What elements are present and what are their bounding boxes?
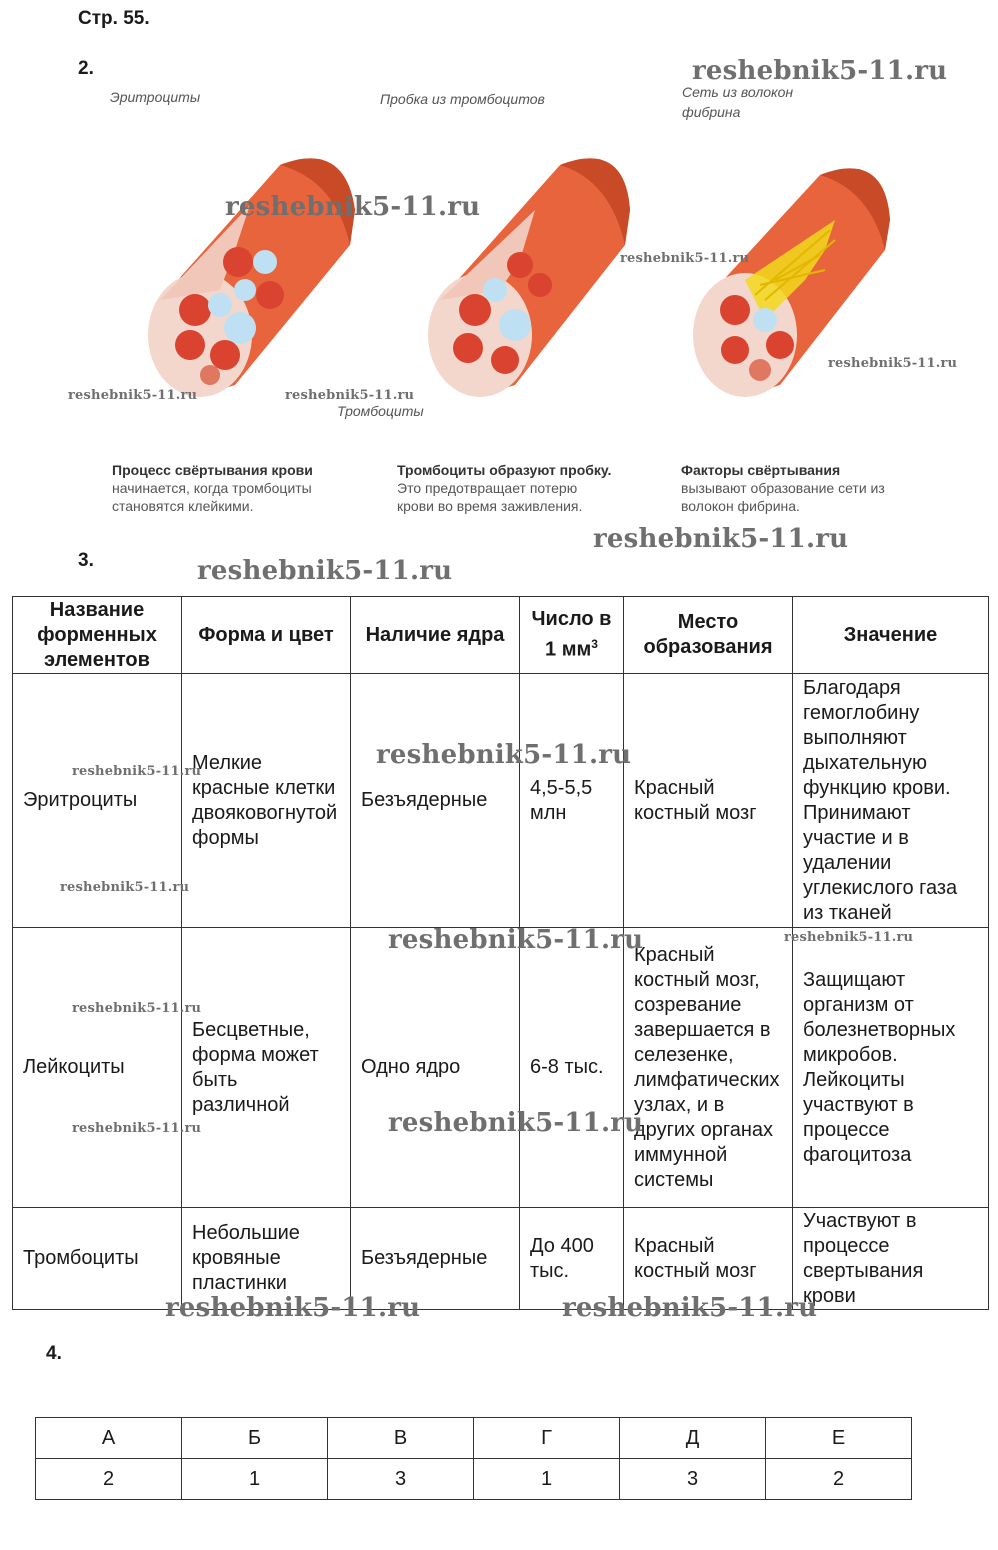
header-role: Значение [793,597,989,674]
header-count-sup: 3 [591,637,598,652]
watermark: reshebnik5-11.ru [593,524,849,554]
answer-letter: Д [620,1418,766,1459]
watermark: reshebnik5-11.ru [72,764,202,779]
cell-count: До 400 тыс. [520,1208,624,1310]
watermark: reshebnik5-11.ru [388,1108,644,1138]
vessel-illustration-3 [685,160,900,410]
table-row [13,928,989,1208]
cell-name: Эритроциты [13,674,182,928]
watermark: reshebnik5-11.ru [197,556,453,586]
cell-role: Защищают организм от болезнетворных микробов. Лейкоциты участвуют в процессе фагоцитоза [793,928,989,1208]
cell-shape: Небольшие кровяные пластинки [182,1208,351,1310]
answer-value: 2 [766,1459,912,1500]
cell-name: Лейкоциты [13,928,182,1208]
cell-origin: Красный костный мозг [624,1208,793,1310]
watermark: reshebnik5-11.ru [620,251,750,266]
header-count [520,597,624,674]
answer-letter: В [328,1418,474,1459]
caption-1-title: Процесс свёртывания крови [112,462,313,478]
cell-role: Благодаря гемоглобину выполняют дыхательную функцию крови. Принимают участие и в удалении углекислого газа из тканей [793,674,989,928]
watermark: reshebnik5-11.ru [692,56,948,86]
answer-value: 1 [182,1459,328,1500]
cell-count: 6-8 тыс. [520,928,624,1208]
caption-3-line1: вызывают образование сети из [681,480,885,496]
cell-nucleus: Безъядерные [351,1208,520,1310]
task-2-number: 2. [78,58,94,79]
caption-3-line2: волокон фибрина. [681,498,800,514]
answer-value: 1 [474,1459,620,1500]
answer-value: 2 [36,1459,182,1500]
watermark: reshebnik5-11.ru [165,1293,421,1323]
answers-values-row [36,1459,912,1500]
watermark: reshebnik5-11.ru [784,930,914,945]
caption-2-line1: Это предотвращает потерю [397,480,578,496]
caption-1 [112,461,382,515]
caption-1-line2: становятся клейкими. [112,498,254,514]
cell-name: Тромбоциты [13,1208,182,1310]
label-platelets: Тромбоциты [337,403,424,419]
vessel-illustration-2 [420,150,640,410]
caption-1-line1: начинается, когда тромбоциты [112,480,312,496]
watermark: reshebnik5-11.ru [376,740,632,770]
answer-letter: А [36,1418,182,1459]
task-4-number: 4. [46,1343,62,1364]
header-shape: Форма и цвет [182,597,351,674]
watermark: reshebnik5-11.ru [285,388,415,403]
caption-2-line2: крови во время заживления. [397,498,583,514]
task-3-number: 3. [78,550,94,571]
watermark: reshebnik5-11.ru [72,1001,202,1016]
label-fibrin-line1: Сеть из волокон [682,84,794,100]
page-heading: Стр. 55. [78,8,150,29]
table-header-row [13,597,989,674]
cell-origin: Красный костный мозг, созревание завершается в селезенке, лимфатических узлах, и в других органах иммунной системы [624,928,793,1208]
cell-nucleus: Безъядерные [351,674,520,928]
label-fibrin-line2: фибрина [682,104,741,120]
table-row [13,1208,989,1310]
answer-value: 3 [620,1459,766,1500]
caption-3-title: Факторы свёртывания [681,462,841,478]
cell-role: Участвуют в процессе свертывания крови [793,1208,989,1310]
label-platelet-plug: Пробка из тромбоцитов [380,91,545,107]
watermark: reshebnik5-11.ru [72,1121,202,1136]
answer-value: 3 [328,1459,474,1500]
header-nucleus: Наличие ядра [351,597,520,674]
watermark: reshebnik5-11.ru [60,880,190,895]
label-erythrocytes: Эритроциты [110,89,201,105]
cell-shape: Мелкие красные клетки двояковогнутой формы [182,674,351,928]
watermark: reshebnik5-11.ru [68,388,198,403]
answers-table [35,1417,912,1500]
watermark: reshebnik5-11.ru [562,1293,818,1323]
answer-letter: Е [766,1418,912,1459]
header-count-text: Число в 1 мм [531,608,612,661]
watermark: reshebnik5-11.ru [828,356,958,371]
caption-3 [681,461,951,515]
cell-count: 4,5-5,5 млн [520,674,624,928]
answers-letters-row [36,1418,912,1459]
watermark: reshebnik5-11.ru [388,925,644,955]
vessel-illustration-1 [140,150,370,410]
answer-letter: Г [474,1418,620,1459]
cell-shape: Бесцветные, форма может быть различной [182,928,351,1208]
cell-origin: Красный костный мозг [624,674,793,928]
caption-2 [397,461,667,515]
caption-2-title: Тромбоциты образуют пробку. [397,462,612,478]
cell-nucleus: Одно ядро [351,928,520,1208]
header-origin: Место образования [624,597,793,674]
header-name: Название форменных элементов [13,597,182,674]
answer-letter: Б [182,1418,328,1459]
watermark: reshebnik5-11.ru [225,192,481,222]
